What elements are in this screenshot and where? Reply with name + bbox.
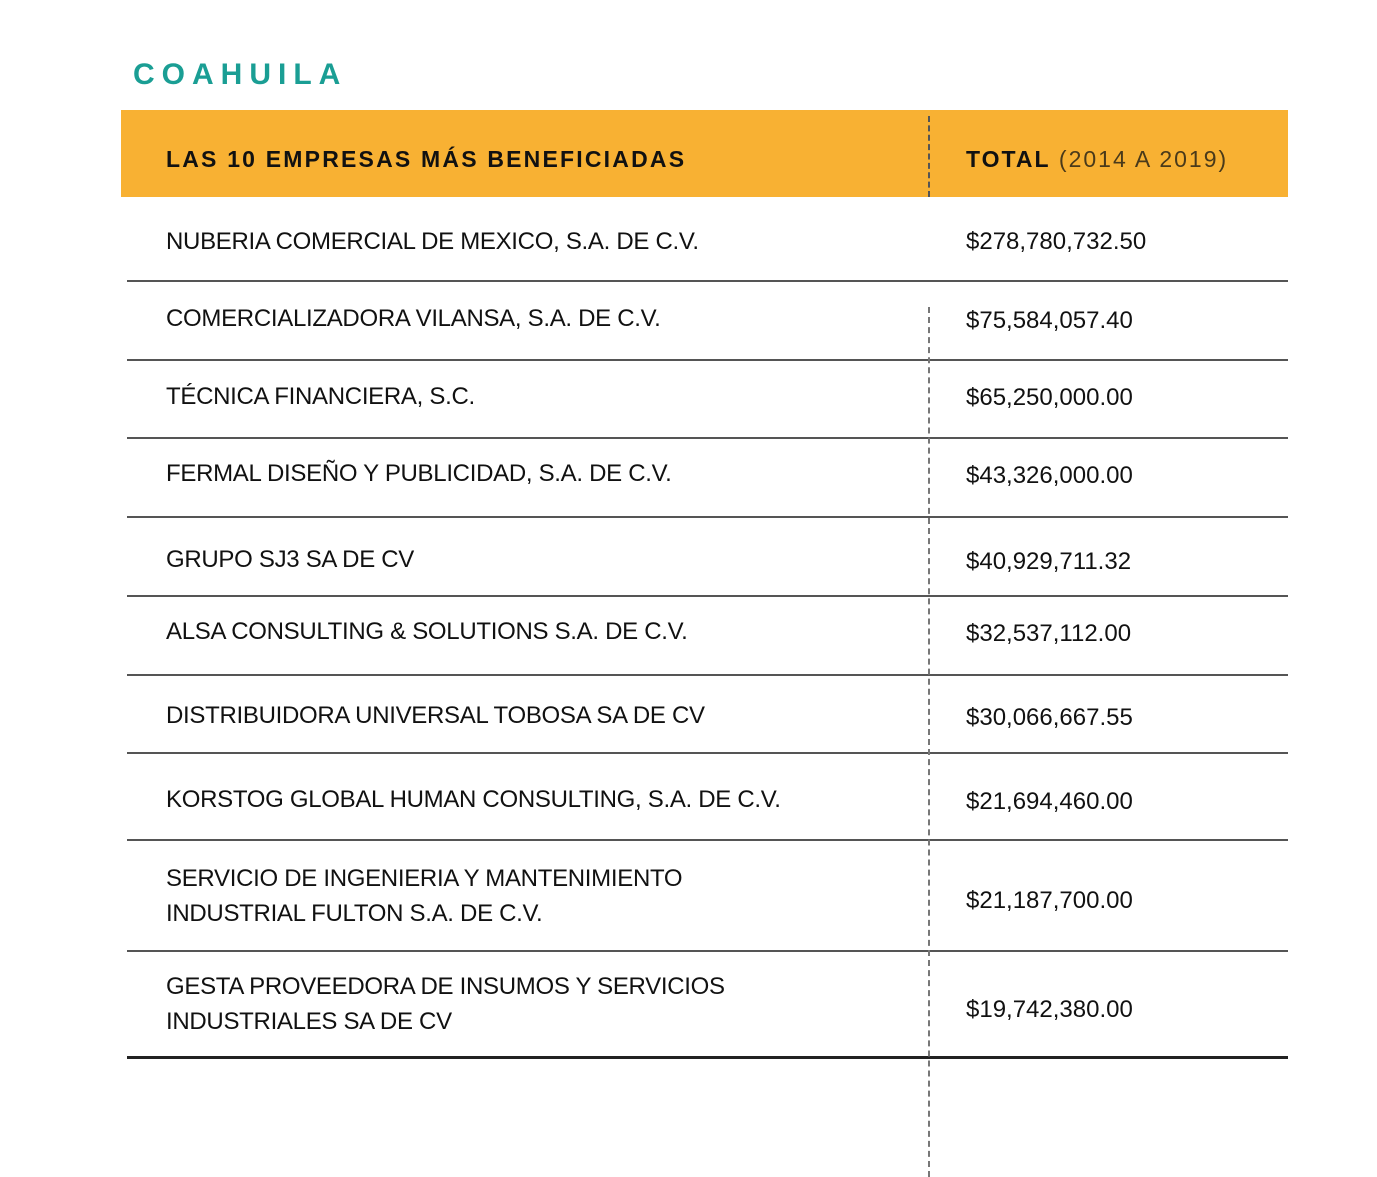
company-name: NUBERIA COMERCIAL DE MEXICO, S.A. DE C.V. xyxy=(166,228,699,255)
company-name-line1: SERVICIO DE INGENIERIA Y MANTENIMIENTO xyxy=(166,865,683,892)
header-total-range: (2014 A 2019) xyxy=(1058,146,1229,172)
state-title: COAHUILA xyxy=(133,58,348,91)
company-name: TÉCNICA FINANCIERA, S.C. xyxy=(166,383,475,410)
company-total: $30,066,667.55 xyxy=(966,704,1133,731)
column-divider xyxy=(928,116,930,197)
company-total: $65,250,000.00 xyxy=(966,384,1133,411)
company-total: $19,742,380.00 xyxy=(966,996,1133,1023)
company-name: GRUPO SJ3 SA DE CV xyxy=(166,546,415,573)
table-row xyxy=(127,841,1288,952)
company-total: $278,780,732.50 xyxy=(966,228,1147,255)
table-row xyxy=(127,518,1288,597)
header-company-label: LAS 10 EMPRESAS MÁS BENEFICIADAS xyxy=(166,146,687,172)
company-total: $40,929,711.32 xyxy=(966,548,1132,575)
company-total: $21,694,460.00 xyxy=(966,788,1133,815)
header-total xyxy=(966,146,1228,173)
company-total: $32,537,112.00 xyxy=(966,620,1132,647)
company-name xyxy=(166,969,725,1039)
company-total: $43,326,000.00 xyxy=(966,462,1133,489)
company-total: $21,187,700.00 xyxy=(966,887,1133,914)
table-row xyxy=(127,197,1288,282)
company-name: ALSA CONSULTING & SOLUTIONS S.A. DE C.V. xyxy=(166,618,688,645)
company-name-line2: INDUSTRIAL FULTON S.A. DE C.V. xyxy=(166,900,543,927)
table-row xyxy=(127,361,1288,439)
companies-table xyxy=(121,110,1288,1059)
company-name-line2: INDUSTRIALES SA DE CV xyxy=(166,1008,452,1035)
company-name: KORSTOG GLOBAL HUMAN CONSULTING, S.A. DE C.V. xyxy=(166,786,781,813)
column-divider xyxy=(928,307,930,1177)
company-total: $75,584,057.40 xyxy=(966,307,1133,334)
header-total-label: TOTAL xyxy=(966,146,1051,172)
table-row xyxy=(127,282,1288,361)
table-row xyxy=(127,754,1288,841)
table-header xyxy=(121,110,1288,197)
table-row xyxy=(127,439,1288,518)
company-name: FERMAL DISEÑO Y PUBLICIDAD, S.A. DE C.V. xyxy=(166,460,672,487)
table-row xyxy=(127,676,1288,754)
company-name xyxy=(166,861,682,931)
table-body xyxy=(121,197,1288,1059)
company-name-line1: GESTA PROVEEDORA DE INSUMOS Y SERVICIOS xyxy=(166,973,725,1000)
company-name: COMERCIALIZADORA VILANSA, S.A. DE C.V. xyxy=(166,305,661,332)
table-row xyxy=(127,597,1288,676)
table-row xyxy=(127,952,1288,1059)
company-name: DISTRIBUIDORA UNIVERSAL TOBOSA SA DE CV xyxy=(166,702,705,729)
